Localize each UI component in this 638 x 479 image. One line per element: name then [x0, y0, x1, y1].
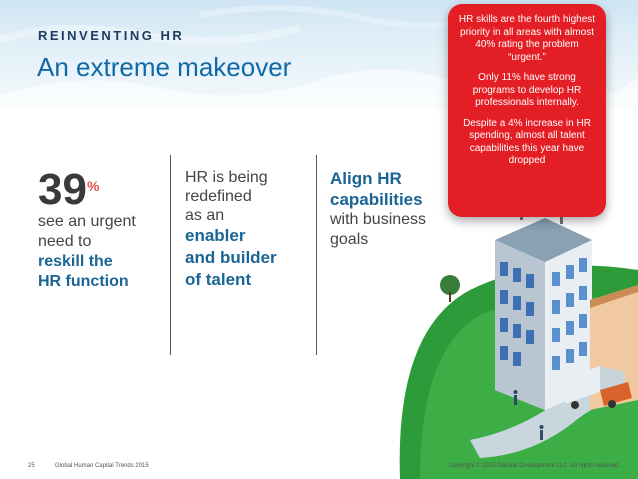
section-kicker: REINVENTING HR [38, 28, 185, 43]
stat2-line1: HR is being [185, 169, 268, 186]
stat-unit: % [86, 178, 100, 194]
stat2-line3: as an [185, 207, 225, 224]
stat2-strong2: and builder [185, 248, 277, 267]
stat-number: 39 [38, 165, 87, 214]
callout-para3: Despite a 4% increase in HR spending, almost all talent capabilities this year have dropped [463, 117, 591, 166]
stat3-line2: goals [330, 231, 369, 248]
page-number: 25 [28, 463, 35, 469]
stat2-line2: redefined [185, 188, 252, 205]
column-divider [170, 155, 171, 355]
red-callout-box [448, 4, 606, 217]
stat2-strong3: of talent [185, 270, 252, 289]
stat1-line1: see an urgent [38, 213, 136, 230]
stat-column-reskill [38, 165, 163, 292]
stat-column-redefined [185, 168, 305, 291]
stat1-strong2: HR function [38, 273, 129, 290]
callout-para1: HR skills are the fourth highest priority in all areas with almost 40% rating the problem “urgent.” [458, 14, 596, 63]
stat2-strong1: enabler [185, 226, 246, 245]
stat3-head2: capabilities [330, 190, 423, 209]
callout-para2: Only 11% have strong programs to develop HR professionals internally. [472, 72, 582, 108]
footer [0, 458, 638, 479]
stat3-head1: Align HR [330, 169, 402, 188]
stat-column-align [330, 168, 445, 250]
stat1-strong1: reskill the [38, 253, 113, 270]
copyright: Copyright © 2015 Deloitte Development LLC. All rights reserved. [448, 463, 620, 469]
stat1-line2: need to [38, 233, 92, 250]
page-title: An extreme makeover [37, 52, 292, 82]
source-label: Global Human Capital Trends 2015 [55, 463, 149, 469]
stat3-line1: with business [330, 211, 427, 228]
column-divider [316, 155, 317, 355]
